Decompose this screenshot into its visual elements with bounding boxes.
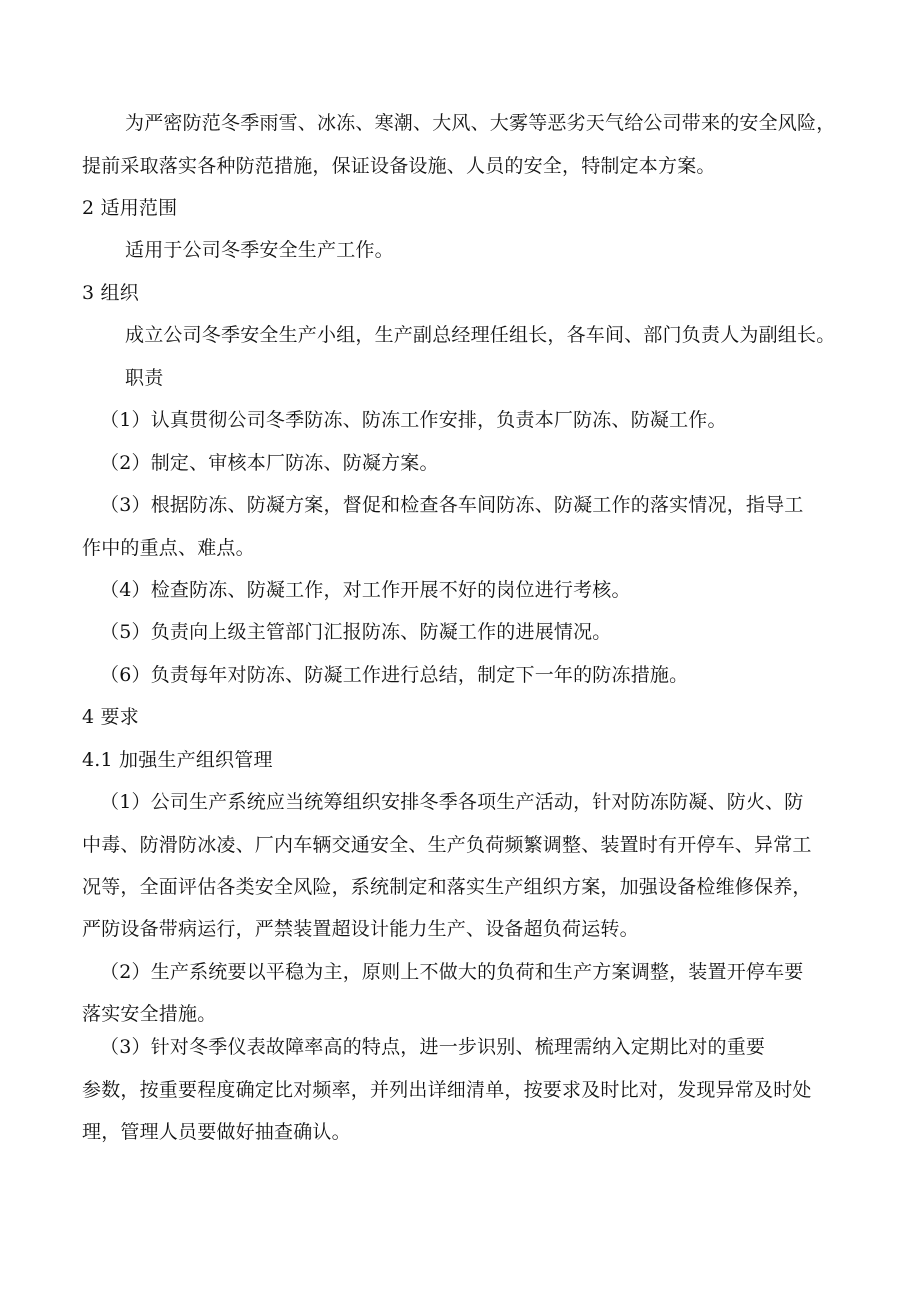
duty-item-4: （4）检查防冻、防凝工作，对工作开展不好的岗位进行考核。	[100, 579, 631, 601]
duty-item-5: （5）负责向上级主管部门汇报防冻、防凝工作的进展情况。	[100, 621, 612, 643]
requirement-item-2-line-2: 落实安全措施。	[82, 1003, 217, 1025]
requirement-item-3-line-3: 理，管理人员要做好抽查确认。	[82, 1121, 351, 1143]
duty-item-3-line-2: 作中的重点、难点。	[82, 537, 255, 559]
requirement-item-1-line-1: （1）公司生产系统应当统筹组织安排冬季各项生产活动，针对防冻防凝、防火、防	[100, 791, 804, 813]
intro-paragraph-line-1: 为严密防范冬季雨雪、冰冻、寒潮、大风、大雾等恶劣天气给公司带来的安全风险，	[125, 112, 836, 134]
requirement-item-3-line-2: 参数，按重要程度确定比对频率，并列出详细清单，按要求及时比对，发现异常及时处	[82, 1079, 812, 1101]
requirement-item-3-line-1: （3）针对冬季仪表故障率高的特点，进一步识别、梳理需纳入定期比对的重要	[100, 1036, 766, 1058]
requirement-item-1-line-3: 况等，全面评估各类安全风险，系统制定和落实生产组织方案，加强设备检维修保养，	[82, 876, 812, 898]
duties-heading: 职责	[125, 367, 164, 389]
organization-paragraph: 成立公司冬季安全生产小组，生产副总经理任组长，各车间、部门负责人为副组长。	[125, 324, 836, 346]
requirement-item-2-line-1: （2）生产系统要以平稳为主，原则上不做大的负荷和生产方案调整，装置开停车要	[100, 961, 804, 983]
scope-paragraph: 适用于公司冬季安全生产工作。	[125, 239, 394, 261]
subsection-heading-production-management: 4.1 加强生产组织管理	[82, 749, 273, 771]
section-heading-requirements: 4 要求	[82, 706, 139, 728]
duty-item-2: （2）制定、审核本厂防冻、防凝方案。	[100, 452, 439, 474]
requirement-item-1-line-2: 中毒、防滑防冰凌、厂内车辆交通安全、生产负荷频繁调整、装置时有开停车、异常工	[82, 834, 812, 856]
duty-item-1: （1）认真贯彻公司冬季防冻、防冻工作安排，负责本厂防冻、防凝工作。	[100, 409, 727, 431]
section-heading-scope: 2 适用范围	[82, 197, 178, 219]
section-heading-organization: 3 组织	[82, 282, 139, 304]
duty-item-6: （6）负责每年对防冻、防凝工作进行总结，制定下一年的防冻措施。	[100, 664, 689, 686]
duty-item-3-line-1: （3）根据防冻、防凝方案，督促和检查各车间防冻、防凝工作的落实情况，指导工	[100, 494, 804, 516]
requirement-item-1-line-4: 严防设备带病运行，严禁装置超设计能力生产、设备超负荷运转。	[82, 918, 639, 940]
intro-paragraph-line-2: 提前采取落实各种防范措施，保证设备设施、人员的安全，特制定本方案。	[82, 155, 716, 177]
